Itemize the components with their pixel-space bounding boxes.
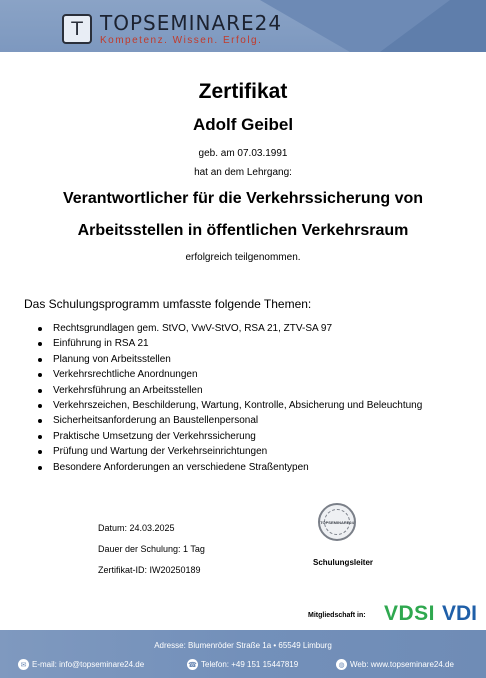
- brand-tagline: Kompetenz. Wissen. Erfolg.: [100, 35, 263, 46]
- list-item: Verkehrszeichen, Beschilderung, Wartung, Kontrolle, Absicherung und Beleuchtung: [38, 398, 422, 413]
- seal-icon: [318, 503, 356, 541]
- globe-icon: ◍: [336, 659, 347, 670]
- list-item: Einführung in RSA 21: [38, 336, 422, 351]
- footer-email[interactable]: [18, 659, 144, 670]
- program-intro: Das Schulungsprogramm umfasste folgende Themen:: [24, 297, 312, 311]
- course-intro: hat an dem Lehrgang:: [194, 167, 292, 178]
- list-item: Verkehrsführung an Arbeitsstellen: [38, 383, 422, 398]
- header-decoration: [380, 0, 450, 52]
- list-item: Sicherheitsanforderung an Baustellenpersonal: [38, 413, 422, 428]
- list-item: Rechtsgrundlagen gem. StVO, VwV-StVO, RSA 21, ZTV-SA 97: [38, 321, 422, 336]
- training-duration: Dauer der Schulung: 1 Tag: [98, 544, 205, 554]
- certificate-title: Zertifikat: [198, 80, 288, 103]
- brand-name: TOPSEMINARE24: [100, 11, 283, 35]
- phone-text: Telefon: +49 151 15447819: [201, 660, 299, 669]
- list-item: Praktische Umsetzung der Verkehrssicherung: [38, 429, 422, 444]
- vdi-logo: VDI: [442, 602, 478, 625]
- phone-icon: ☎: [187, 659, 198, 670]
- completion-text: erfolgreich teilgenommen.: [185, 252, 301, 263]
- web-text: Web: www.topseminare24.de: [350, 660, 454, 669]
- participant-name: Adolf Geibel: [192, 115, 294, 134]
- footer-band: [0, 630, 486, 678]
- footer-address: Adresse: Blumenröder Straße 1a • 65549 Limburg: [154, 641, 332, 650]
- seal-text: TOPSEMINARE24: [320, 519, 354, 525]
- list-item: Planung von Arbeitsstellen: [38, 352, 422, 367]
- list-item: Prüfung und Wartung der Verkehrseinrichtungen: [38, 444, 422, 459]
- footer-web[interactable]: [336, 659, 454, 670]
- vdsi-logo: VDSI: [384, 602, 436, 625]
- issue-date: Datum: 24.03.2025: [98, 523, 175, 533]
- footer-phone[interactable]: [187, 659, 298, 670]
- certificate-id: Zertifikat-ID: IW20250189: [98, 565, 201, 575]
- email-text: E-mail: info@topseminare24.de: [32, 660, 145, 669]
- header-decoration: [450, 0, 486, 52]
- header-band: [0, 0, 486, 52]
- seal-inner: [320, 509, 354, 535]
- logo-letter: T: [71, 17, 83, 40]
- course-title-line-2: Arbeitsstellen in öffentlichen Verkehrsraum: [77, 222, 409, 239]
- birth-date: geb. am 07.03.1991: [198, 148, 288, 159]
- list-item: Besondere Anforderungen an verschiedene Straßentypen: [38, 460, 422, 475]
- membership-label: Mitgliedschaft in:: [308, 612, 366, 619]
- signature-label: Schulungsleiter: [313, 558, 374, 567]
- course-title-line-1: Verantwortlicher für die Verkehrssicherung von: [62, 190, 424, 207]
- list-item: Verkehrsrechtliche Anordnungen: [38, 367, 422, 382]
- topics-list: [38, 321, 422, 475]
- logo-icon: [62, 14, 92, 44]
- mail-icon: ✉: [18, 659, 29, 670]
